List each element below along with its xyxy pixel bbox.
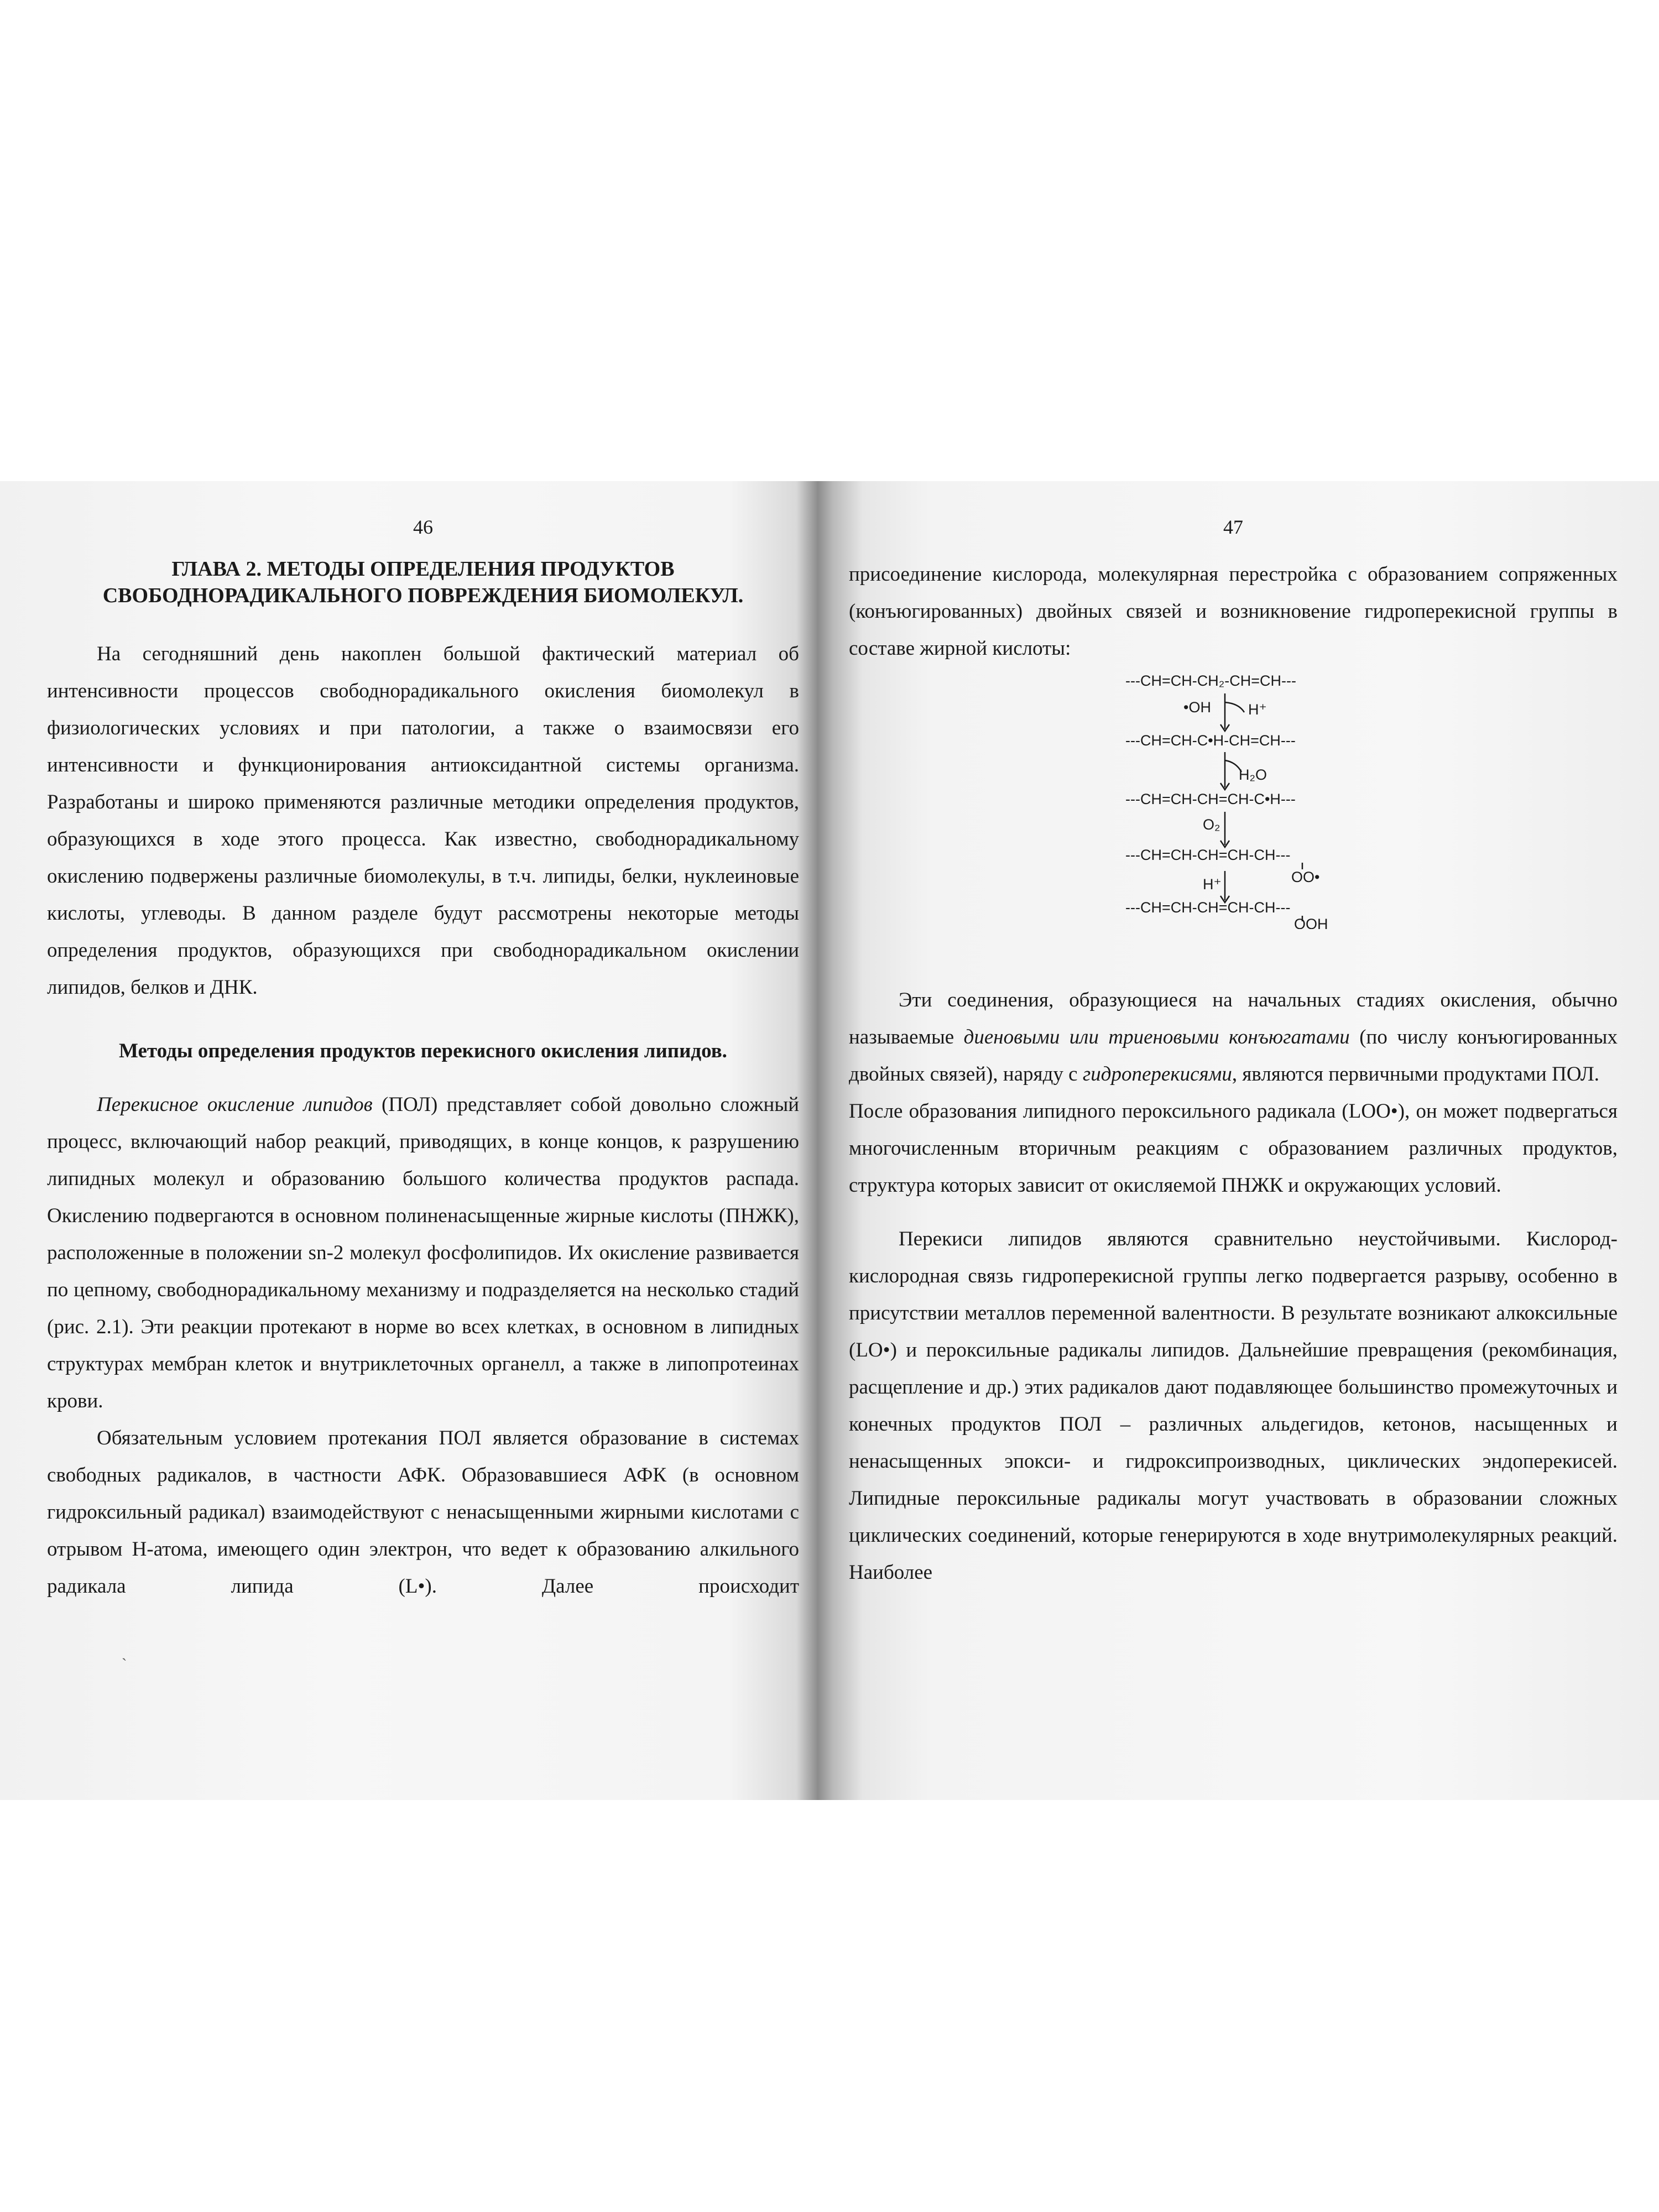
chapter-title-line2: СВОБОДНОРАДИКАЛЬНОГО ПОВРЕЖДЕНИЯ БИОМОЛЕКУЛ. <box>102 584 744 607</box>
paragraph: присоединение кислорода, молекулярная перестройка с образованием сопряженных (конъюгированных) двойных связей и возникновение гидроперекисной группы в составе жирной кислоты: <box>849 563 1618 660</box>
scheme-label: H₂O <box>1239 766 1267 783</box>
paragraph: После образования липидного пероксильного радикала (LOO•), он может подвергаться многочисленным вторичным реакциям с образованием различных продуктов, структура которых зависит от окисляемой ПНЖК и окружающих условий. <box>849 1100 1618 1197</box>
paragraph: Перекиси липидов являются сравнительно неустойчивыми. Кислород-кислородная связь гидроперекисной группы легко подвергается разрыву, особенно в присутствии металлов переменной валентности. В результате возникают алкоксильные (LO•) и пероксильные радикалы липидов. Дальнейшие превращения (рекомбинация, расщепление и др.) этих радикалов дают подавляющее большинство промежуточных и конечных продуктов ПОЛ – различных альдегидов, кетонов, насыщенных и ненасыщенных эпокси- и гидроксипроизводных, циклических эндоперекисей. Липидные пероксильные радикалы могут участвовать в образовании сложных циклических соединений, которые генерируются в ходе внутримолекулярных реакций. Наиболее <box>849 1228 1618 1584</box>
scheme-row: ---CH=CH-CH₂-CH=CH--- <box>1125 672 1296 689</box>
term: гидроперекисями <box>1082 1063 1232 1086</box>
paragraph <box>47 1086 799 1420</box>
scheme-row: ---CH=CH-C•H-CH=CH--- <box>1125 732 1296 749</box>
paragraph: Обязательным условием протекания ПОЛ является образование в системах свободных радикалов, в частности АФК. Образовавшиеся АФК (в основном гидроксильный радикал) взаимодействуют с ненасыщенными жирными кислотами с отрывом Н-атома, имеющего один электрон, что ведет к образованию алкильного радикала липида (L•). Далее происходит <box>47 1427 799 1598</box>
scheme-row: ---CH=CH-CH=CH-CH--- <box>1125 899 1291 916</box>
scheme-row: ---CH=CH-CH=CH-C•H--- <box>1125 791 1296 807</box>
right-page-intro <box>849 556 1618 667</box>
section-heading: Методы определения продуктов перекисного окисления липидов. <box>119 1040 727 1062</box>
scheme-label: OO• <box>1291 869 1320 885</box>
term: диеновыми или триеновыми конъюгатами <box>963 1026 1350 1048</box>
curved-arrow <box>1225 702 1244 712</box>
page-number: 46 <box>413 516 433 538</box>
pencil-mark: ˴ <box>122 1649 127 1666</box>
right-page-body <box>849 982 1618 1591</box>
right-page <box>849 481 1618 1800</box>
scheme-label: •OH <box>1183 699 1211 716</box>
book-spread <box>0 481 1659 1800</box>
reaction-scheme-diagram <box>1125 669 1435 929</box>
chapter-title-line1: ГЛАВА 2. МЕТОДЫ ОПРЕДЕЛЕНИЯ ПРОДУКТОВ <box>171 557 675 581</box>
paragraph: На сегодняшний день накоплен большой фактический материал об интенсивности процессов свободнорадикального окисления биомолекул в физиологических условиях и при патологии, а также о взаимосвязи его интенсивности и функционирования антиоксидантной системы организма. Разработаны и широко применяются различные методики определения продуктов, образующихся в ходе этого процесса. Как известно, свободнорадикальному окислению подвержены различные биомолекулы, в т.ч. липиды, белки, нуклеиновые кислоты, углеводы. В данном разделе будут рассмотрены некоторые методы определения продуктов, образующихся при свободнорадикальном окислении липидов, белков и ДНК. <box>47 643 799 999</box>
scheme-label: H⁺ <box>1203 876 1222 893</box>
left-page-body <box>47 556 799 1605</box>
scheme-row: ---CH=CH-CH=CH-CH--- <box>1125 847 1291 863</box>
paragraph-text: (по числу конъюгированных двойных связей), наряду с <box>849 1026 1618 1086</box>
page-number: 47 <box>1223 516 1243 538</box>
paragraph-text: , являются первичными продуктами ПОЛ. <box>1232 1063 1600 1086</box>
paragraph-text: Эти соединения, образующиеся на начальных стадиях окисления, обычно называемые <box>849 989 1618 1048</box>
scheme-label: O₂ <box>1203 816 1220 833</box>
term: Перекисное окисление липидов <box>97 1093 373 1116</box>
paragraph-text: (ПОЛ) представляет собой довольно сложный процесс, включающий набор реакций, приводящих, в конце концов, к разрушению липидных молекул и образованию большого количества продуктов распада. Окислению подвергаются в основном полиненасыщенные жирные кислоты (ПНЖК), расположенные в положении sn-2 молекул фосфолипидов. Их окисление развивается по цепному, свободнорадикальному механизму и подразделяется на несколько стадий (рис. 2.1). Эти реакции протекают в норме во всех клетках, в основном в липидных структурах мембран клеток и внутриклеточных органелл, а также в липопротеинах крови. <box>47 1093 800 1412</box>
left-page <box>47 481 799 1800</box>
scheme-label: H⁺ <box>1248 701 1267 718</box>
paragraph <box>849 982 1618 1093</box>
scheme-label: OOH <box>1294 916 1328 929</box>
